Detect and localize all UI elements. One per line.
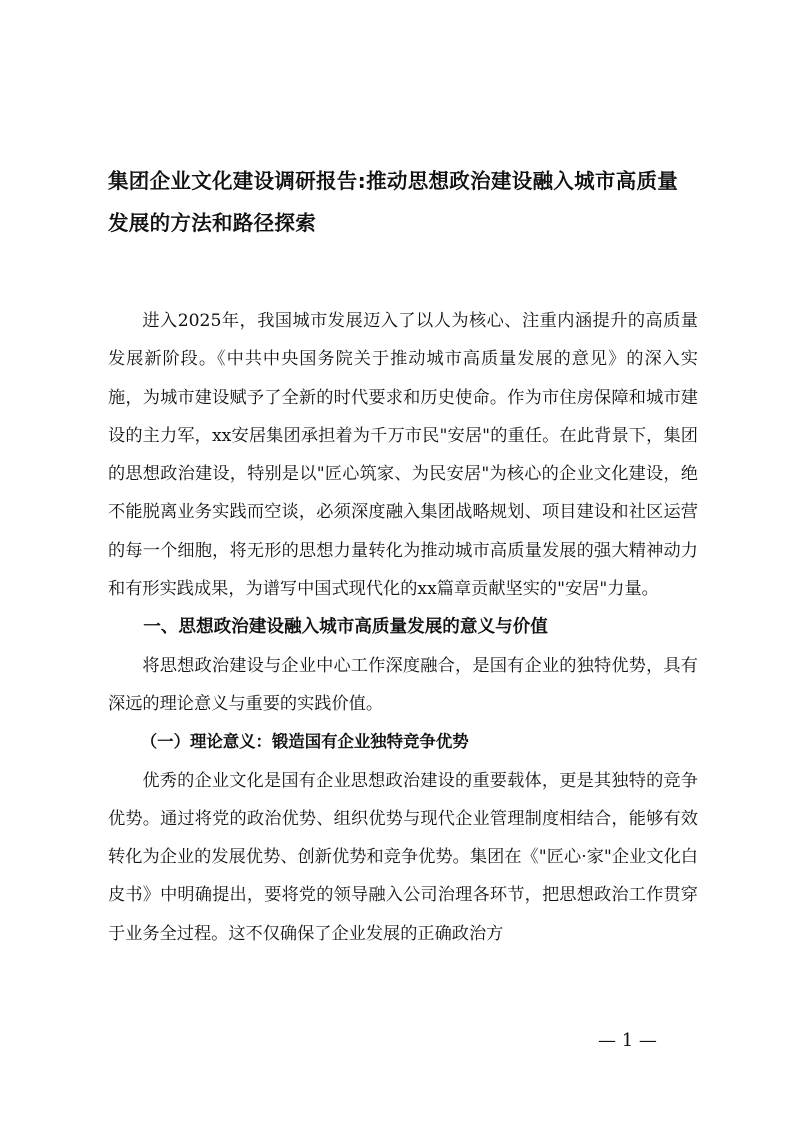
document-title-line-1: 集团企业文化建设调研报告:推动思想政治建设融入城市高质量 — [108, 169, 679, 193]
subsection-1-paragraph: 优秀的企业文化是国有企业思想政治建设的重要载体，更是其独特的竞争优势。通过将党的政治优势、组织优势与现代企业管理制度相结合，能够有效转化为企业的发展优势、创新优势和竞争优势。集团在《"匠心·家"企业文化白皮书》中明确提出，要将党的领导融入公司治理各环节，把思想政治工作贯穿于业务全过程。这不仅确保了企业发展的正确政治方 — [108, 770, 698, 944]
intro-paragraph: 进入2025年，我国城市发展迈入了以人为核心、注重内涵提升的高质量发展新阶段。《中共中央国务院关于推动城市高质量发展的意见》的深入实施，为城市建设赋予了全新的时代要求和历史使命。作为市住房保障和城市建设的主力军，xx安居集团承担着为千万市民"安居"的重任。在此背景下，集团的思想政治建设，特别是以"匠心筑家、为民安居"为核心的企业文化建设，绝不能脱离业务实践而空谈，必须深度融入集团战略规划、项目建设和社区运营的每一个细胞，将无形的思想力量转化为推动城市高质量发展的强大精神动力和有形实践成果，为谱写中国式现代化的xx篇章贡献坚实的"安居"力量。 — [108, 311, 698, 600]
section-1-heading: 一、思想政治建设融入城市高质量发展的意义与价值 — [143, 617, 548, 638]
section-1-intro-paragraph: 将思想政治建设与企业中心工作深度融合，是国有企业的独特优势，具有深远的理论意义与重要的实践价值。 — [108, 655, 698, 714]
document-body — [108, 302, 698, 953]
document-title-line-2: 发展的方法和路径探索 — [108, 211, 316, 235]
subsection-1-heading: （一）理论意义：锻造国有企业独特竞争优势 — [140, 732, 469, 752]
document-title — [108, 160, 708, 244]
page-number: — 1 — — [598, 1030, 657, 1051]
